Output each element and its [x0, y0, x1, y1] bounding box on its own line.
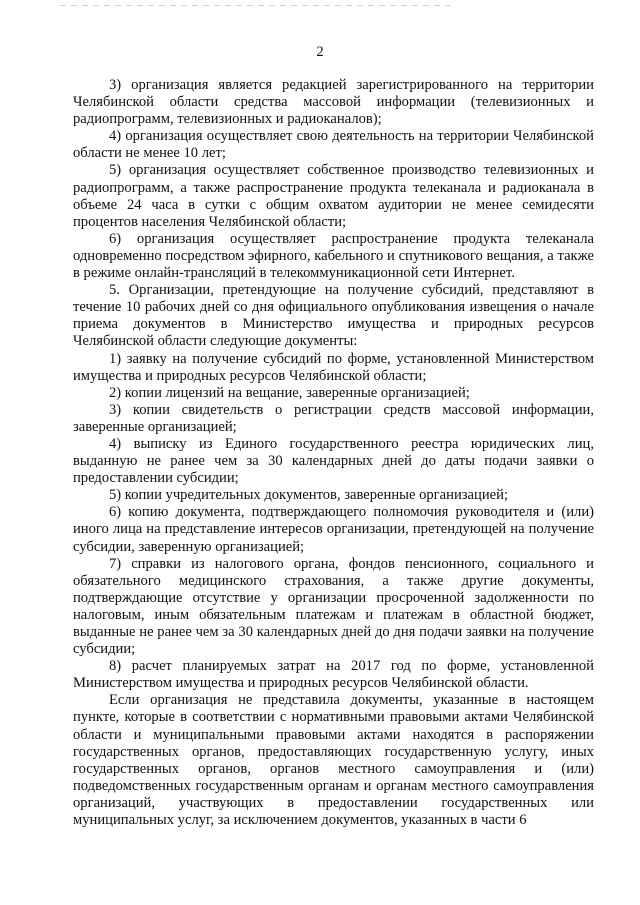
document-list-item-3: 3) копии свидетельств о регистрации средств массовой информации, заверенные организацией;	[73, 401, 594, 435]
paragraph-item-3: 3) организация является редакцией зарегистрированного на территории Челябинской области средства массовой информации (телевизионных и радиопрограмм, телевизионных и радиоканалов);	[73, 77, 594, 128]
document-list-item-5: 5) копии учредительных документов, заверенные организацией;	[109, 487, 508, 504]
document-list-item-4: 4) выписку из Единого государственного реестра юридических лиц, выданную не ранее чем за 30 календарных дней до даты подачи заявки о предоставлении субсидии;	[73, 435, 594, 487]
paragraph-item-4: 4) организация осуществляет свою деятельность на территории Челябинской области не менее 10 лет;	[73, 128, 594, 162]
scan-artifact-line	[60, 5, 450, 6]
document-list-item-8: 8) расчет планируемых затрат на 2017 год по форме, установленной Министерством имущества и природных ресурсов Челябинской области.	[73, 658, 594, 692]
paragraph-item-5: 5) организация осуществляет собственное производство телевизионных и радиопрограмм, а также распространение продукта телеканала и радиоканала в объеме 24 часа в сутки с общим охватом аудитории не менее семидесяти процентов населения Челябинской области;	[73, 162, 594, 230]
document-list-item-2: 2) копии лицензий на вещание, заверенные организацией;	[109, 384, 470, 401]
document-body	[73, 77, 594, 829]
paragraph-clause-5: 5. Организации, претендующие на получение субсидий, представляют в течение 10 рабочих дней со дня официального опубликования извещения о начале приема документов в Министерство имущества и природных ресурсов Челябинской области следующие документы:	[73, 282, 594, 350]
page-number: 2	[316, 44, 324, 60]
paragraph-item-6: 6) организация осуществляет распространение продукта телеканала одновременно посредством эфирного, кабельного и спутникового вещания, а также в режиме онлайн-трансляций в телекоммуникационной сети Интернет.	[73, 230, 594, 282]
document-list-item-6: 6) копию документа, подтверждающего полномочия руководителя и (или) иного лица на представление интересов организации, претендующей на получение субсидии, заверенную организацией;	[73, 504, 594, 555]
paragraph-exception: Если организация не представила документы, указанные в настоящем пункте, которые в соответствии с нормативными правовыми актами Челябинской области и муниципальными правовыми актами находятся в распоряжении государственных органов, предоставляющих государственную услугу, иных государственных органов, органов местного самоуправления и (или) подведомственных государственным органам и органам местного самоуправления организаций, участвующих в предоставлении государственных или муниципальных услуг, за исключением документов, указанных в части 6	[73, 692, 594, 829]
document-list-item-1: 1) заявку на получение субсидий по форме, установленной Министерством имущества и природных ресурсов Челябинской области;	[73, 350, 594, 384]
document-list-item-7: 7) справки из налогового органа, фондов пенсионного, социального и обязательного медицинского страхования, а также другие документы, подтверждающие отсутствие у организации просроченной задолженности по налоговым, иным обязательным платежам и платежам в областной бюджет, выданные не ранее чем за 30 календарных дней до дня подачи заявки на получение субсидии;	[73, 555, 594, 658]
